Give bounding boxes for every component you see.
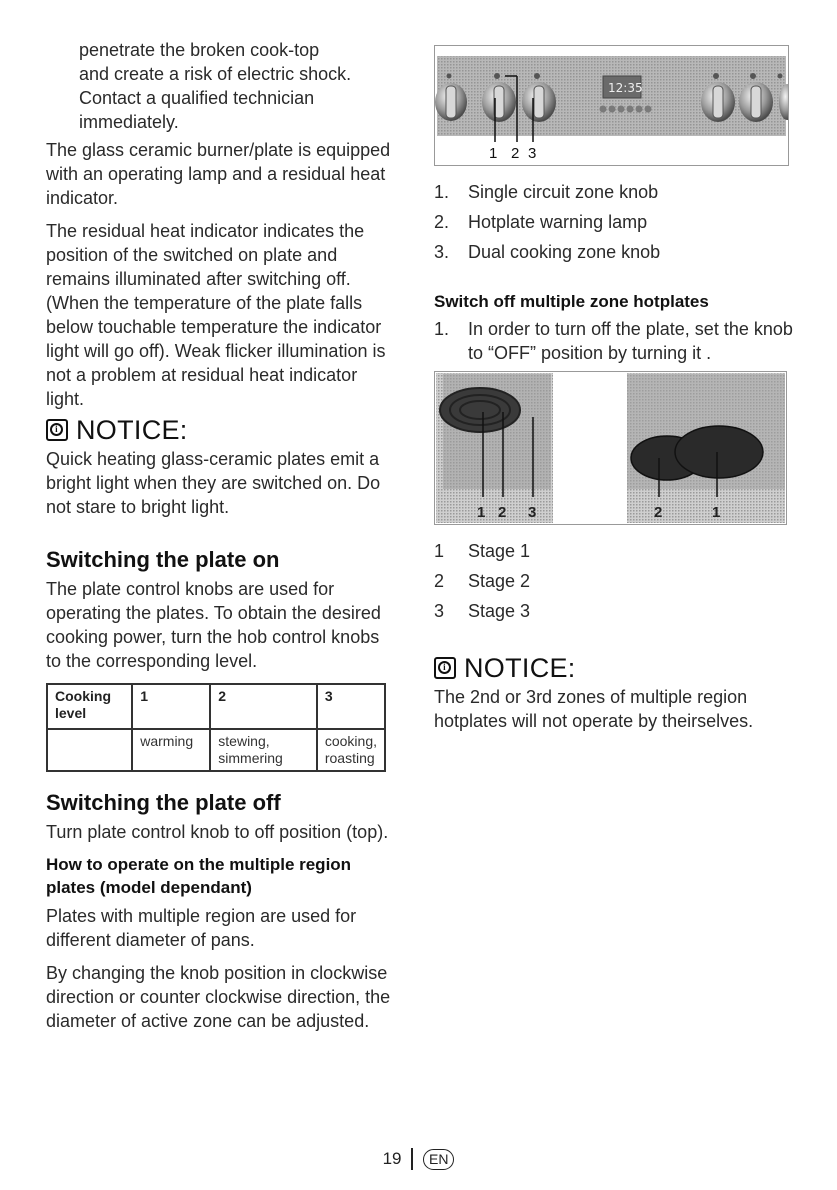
info-icon: i — [434, 657, 456, 679]
multi-region-paragraph-1: Plates with multiple region are used for different diameter of pans. — [46, 906, 357, 950]
switch-off-paragraph: Turn plate control knob to off position (top). — [46, 822, 389, 842]
list-item — [434, 240, 794, 264]
list-number: 2 — [434, 571, 445, 591]
callout-label: 2 — [654, 504, 663, 521]
text-line: Contact a qualified technician — [79, 88, 315, 108]
switch-on-paragraph: The plate control knobs are used for operating the plates. To obtain the desired cooking power, turn the hob control knobs to the corresponding level. — [46, 579, 381, 671]
table-cell — [47, 729, 132, 771]
list-number: 3 — [434, 601, 445, 621]
switch-off-steps — [434, 317, 794, 365]
stage-legend-list — [434, 539, 794, 623]
table-cell: stewing, simmering — [210, 729, 317, 771]
table-row — [47, 729, 385, 771]
knob-icon — [522, 82, 556, 122]
callout-label: 1 — [489, 145, 498, 162]
text-line: immediately. — [79, 112, 179, 132]
hotplate-zones-illustration — [435, 372, 786, 524]
table-cell: warming — [132, 729, 210, 771]
notice-heading — [434, 651, 794, 685]
callout-label: 3 — [528, 145, 537, 162]
list-text: Single circuit zone knob — [468, 182, 659, 202]
switch-off-heading: Switching the plate off — [46, 790, 281, 815]
multi-region-heading: How to operate on the multiple region plates (model dependant) — [46, 855, 352, 897]
callout-label: 2 — [511, 145, 520, 162]
operating-lamp-paragraph: The glass ceramic burner/plate is equipped with an operating lamp and a residual heat indicator. — [46, 140, 391, 208]
list-text: In order to turn off the plate, set the knob to “OFF” position by turning it . — [468, 319, 793, 363]
callout-label: 2 — [498, 504, 507, 521]
notice-title: NOTICE: — [76, 415, 188, 445]
control-panel-figure — [434, 45, 789, 166]
text-line: and create a risk of electric shock. — [79, 64, 352, 84]
list-number: 3. — [434, 242, 450, 262]
residual-heat-paragraph: The residual heat indicator indicates the position of the switched on plate and remains illuminated after switching off. (When the temperature of the plate falls below touchable temperature the indicator light will go off). Weak flicker illumination is not a problem at residual heat indicator light. — [46, 221, 386, 409]
footer-divider — [411, 1148, 413, 1170]
knob-icon — [701, 82, 735, 122]
list-text: Dual cooking zone knob — [468, 242, 661, 262]
list-item — [434, 210, 794, 234]
switch-on-heading: Switching the plate on — [46, 547, 280, 572]
warning-continuation — [46, 38, 396, 134]
list-text: Stage 1 — [468, 541, 531, 561]
knob-icon — [482, 82, 516, 122]
cooking-level-table — [46, 683, 386, 772]
callout-label: 1 — [477, 504, 486, 521]
list-item — [434, 569, 794, 593]
notice-heading — [46, 413, 396, 447]
table-header-cell: 2 — [210, 684, 317, 729]
list-text: Stage 2 — [468, 571, 531, 591]
list-item — [434, 180, 794, 204]
control-legend-list — [434, 180, 794, 264]
clock-display: 12:35 — [608, 81, 643, 95]
text-line: penetrate the broken cook-top — [79, 40, 320, 60]
callout-label: 1 — [712, 504, 721, 521]
left-column — [46, 38, 396, 1033]
switch-off-multiple-heading: Switch off multiple zone hotplates — [434, 292, 709, 311]
list-text: Hotplate warning lamp — [468, 212, 648, 232]
list-item — [434, 317, 794, 365]
control-panel-illustration — [435, 46, 788, 165]
table-cell: cooking, roasting — [317, 729, 385, 771]
callout-label: 3 — [528, 504, 537, 521]
info-icon: i — [46, 419, 68, 441]
list-number: 1. — [434, 182, 450, 202]
right-column — [434, 45, 794, 733]
list-number: 1. — [434, 319, 450, 339]
table-header-cell: Cooking level — [47, 684, 132, 729]
hotplate-zones-figure — [434, 371, 787, 525]
list-number: 1 — [434, 541, 445, 561]
list-item — [434, 539, 794, 563]
language-badge: EN — [423, 1149, 454, 1170]
notice-title: NOTICE: — [464, 653, 576, 683]
knob-icon — [435, 83, 467, 121]
notice-text: Quick heating glass-ceramic plates emit a bright light when they are switched on. Do not stare to bright light. — [46, 449, 381, 517]
table-header-row — [47, 684, 385, 729]
list-number: 2. — [434, 212, 450, 232]
list-text: Stage 3 — [468, 601, 531, 621]
list-item — [434, 599, 794, 623]
table-header-cell: 1 — [132, 684, 210, 729]
page-footer — [0, 1148, 837, 1170]
table-header-cell: 3 — [317, 684, 385, 729]
multi-region-paragraph-2: By changing the knob position in clockwise direction or counter clockwise direction, the diameter of active zone can be adjusted. — [46, 963, 391, 1031]
page-number: 19 — [382, 1149, 402, 1168]
notice-text: The 2nd or 3rd zones of multiple region hotplates will not operate by theirselves. — [434, 687, 754, 731]
knob-icon — [739, 82, 773, 122]
